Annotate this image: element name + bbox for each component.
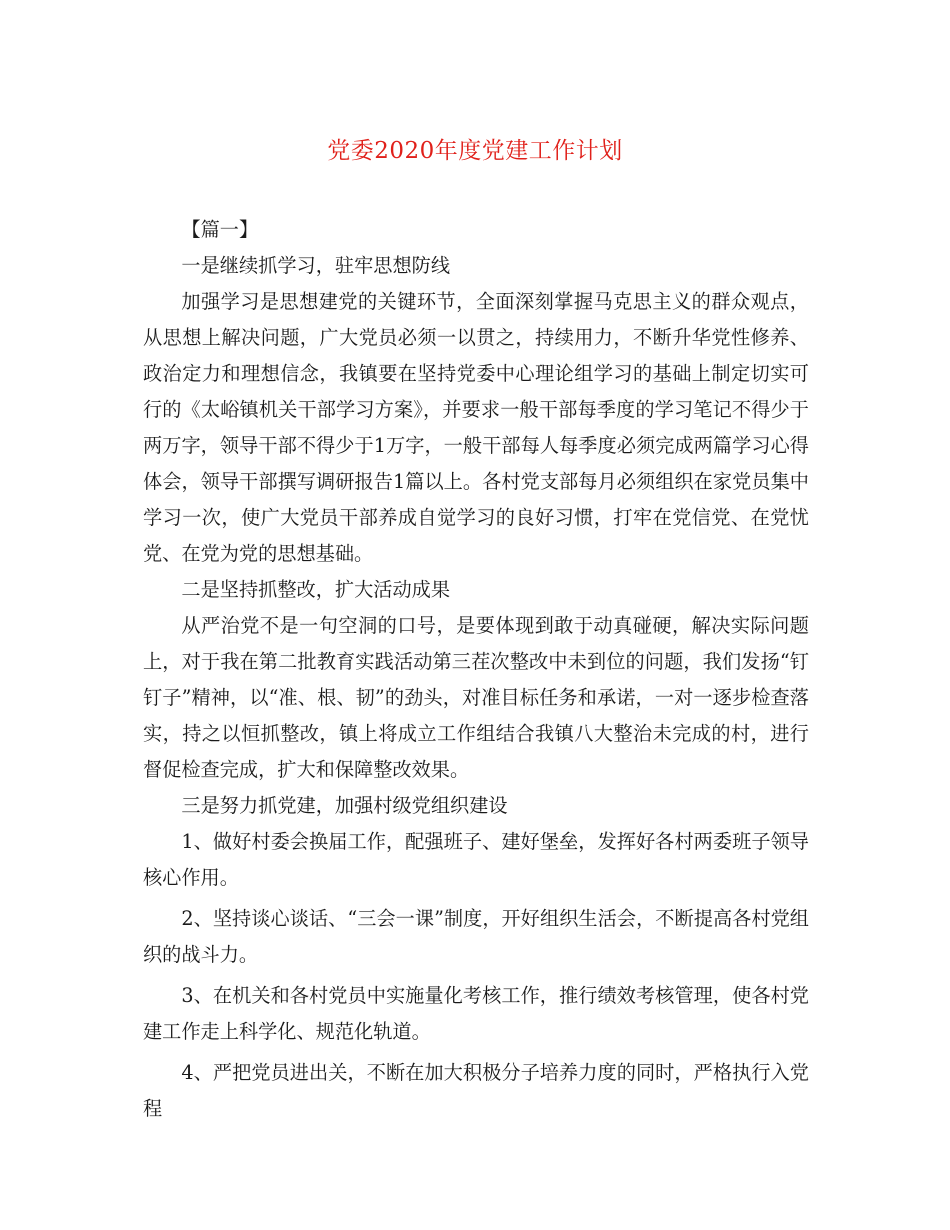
list-item-1: 1、做好村委会换届工作，配强班子、建好堡垒，发挥好各村两委班子领导核心作用。 bbox=[143, 830, 809, 889]
list-item-2: 2、坚持谈心谈话、“三会一课”制度，开好组织生活会，不断提高各村党组织的战斗力。 bbox=[143, 907, 809, 966]
paragraph-rectification: 从严治党不是一句空洞的口号，是要体现到敢于动真碰硬，解决实际问题上，对于我在第二批教育实践活动第三茬次整改中未到位的问题，我们发扬“钉钉子”精神，以“准、根、韧”的劲头，对准目标任务和承诺，一对一逐步检查落实，持之以恒抓整改，镇上将成立工作组结合我镇八大整治未完成的村，进行督促检查完成，扩大和保障整改效果。 bbox=[143, 614, 809, 781]
subheading-rectification: 二是坚持抓整改，扩大活动成果 bbox=[181, 578, 451, 601]
subheading-study: 一是继续抓学习，驻牢思想防线 bbox=[181, 254, 451, 277]
list-item-3: 3、在机关和各村党员中实施量化考核工作，推行绩效考核管理，使各村党建工作走上科学化、规范化轨道。 bbox=[143, 984, 809, 1043]
paragraph-study: 加强学习是思想建党的关键环节，全面深刻掌握马克思主义的群众观点，从思想上解决问题，广大党员必须一以贯之，持续用力，不断升华党性修养、政治定力和理想信念，我镇要在坚持党委中心理论组学习的基础上制定切实可行的《太峪镇机关干部学习方案》，并要求一般干部每季度的学习笔记不得少于两万字，领导干部不得少于1万字，一般干部每人每季度必须完成两篇学习心得体会，领导干部撰写调研报告1篇以上。各村党支部每月必须组织在家党员集中学习一次，使广大党员干部养成自觉学习的良好习惯，打牢在党信党、在党忧党、在党为党的思想基础。 bbox=[143, 290, 809, 565]
subheading-party-building: 三是努力抓党建，加强村级党组织建设 bbox=[181, 794, 508, 817]
document-body bbox=[143, 212, 809, 1127]
document-title: 党委2020年度党建工作计划 bbox=[327, 138, 623, 164]
list-item-4: 4、严把党员进出关，不断在加大积极分子培养力度的同时，严格执行入党程 bbox=[143, 1061, 809, 1120]
section-heading-pian-yi: 【篇一】 bbox=[181, 218, 259, 241]
